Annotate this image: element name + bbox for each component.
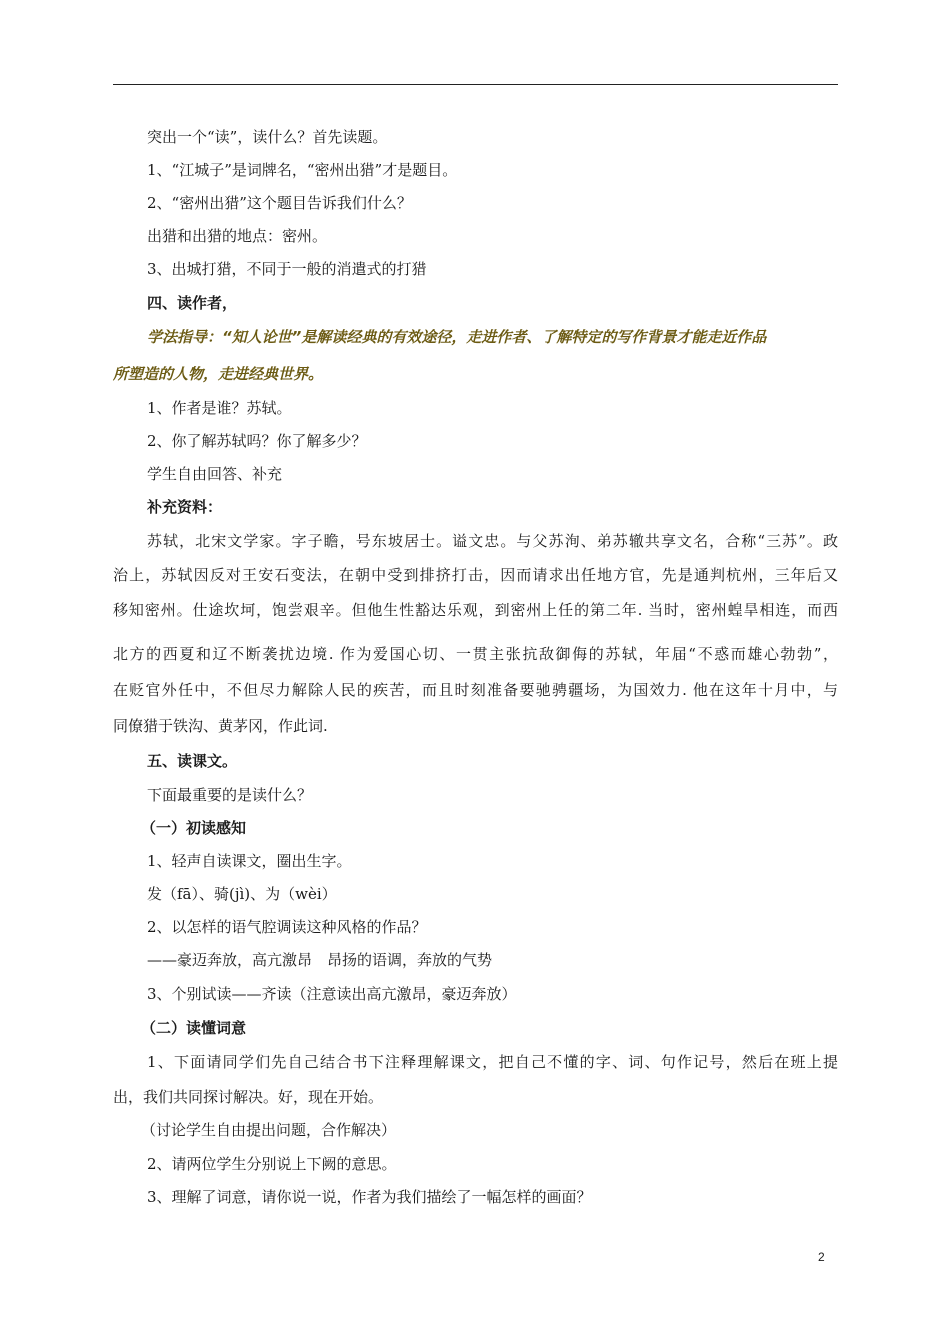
text-line: 2、以怎样的语气腔调读这种风格的作品？ [147, 918, 427, 936]
text-line: 3、理解了词意，请你说一说，作者为我们描绘了一幅怎样的画面？ [147, 1188, 592, 1206]
text-line: 2、请两位学生分别说上下阙的意思。 [147, 1155, 397, 1173]
paragraph-line: 苏轼，北宋文学家。字子瞻，号东坡居士。谥文忠。与父苏洵、弟苏辙共享文名，合称“三苏”。政 [147, 532, 838, 550]
text-line: 3、个别试读——齐读（注意读出高亢激昂，豪迈奔放） [147, 985, 517, 1003]
paragraph-line: 同僚猎于铁沟、黄茅冈，作此词. [113, 717, 328, 735]
text-line: 出猎和出猎的地点：密州。 [147, 227, 328, 245]
text-line: ——豪迈奔放，高亢激昂 昂扬的语调，奔放的气势 [147, 951, 493, 969]
section-heading-text: 五、读课文。 [147, 752, 238, 770]
text-line: 3、出城打猎，不同于一般的消遣式的打猎 [147, 260, 427, 278]
header-rule [113, 84, 838, 85]
paragraph-line: 北方的西夏和辽不断袭扰边境. 作为爱国心切、一贯主张抗敌御侮的苏轼，年届“不惑而雄心勃勃”， [113, 645, 838, 663]
text-line: 2、“密州出猎”这个题目告诉我们什么？ [147, 194, 412, 212]
paragraph-line: 出，我们共同探讨解决。好，现在开始。 [113, 1088, 384, 1106]
pinyin-line: 发（fā）、骑(jì)、为（wèi） [147, 885, 337, 903]
text-line: 1、轻声自读课文，圈出生字。 [147, 852, 352, 870]
text-line: 1、作者是谁？苏轼。 [147, 399, 292, 417]
page-number: 2 [818, 1250, 825, 1264]
text-line: 1、“江城子”是词牌名，“密州出猎”才是题目。 [147, 161, 458, 179]
supplement-heading: 补充资料： [147, 498, 223, 516]
paragraph-line: 在贬官外任中，不但尽力解除人民的疾苦，而且时刻准备要驰骋疆场，为国效力. 他在这年十月中，与 [113, 681, 838, 699]
text-line: 2、你了解苏轼吗？你了解多少？ [147, 432, 367, 450]
subsection-heading: （一）初读感知 [141, 819, 247, 837]
section-heading-author: 四、读作者， [147, 294, 238, 312]
text-line: 突出一个“读”，读什么？首先读题。 [147, 128, 388, 146]
text-line: 下面最重要的是读什么？ [147, 786, 313, 804]
paragraph-line: 1、下面请同学们先自己结合书下注释理解课文，把自己不懂的字、词、句作记号，然后在班上提 [147, 1053, 838, 1071]
subsection-heading: （二）读懂词意 [141, 1019, 247, 1037]
study-tip-line: 学法指导：“知人论世”是解读经典的有效途径，走进作者、了解特定的写作背景才能走近作品 [147, 328, 767, 346]
text-line: （讨论学生自由提出问题，合作解决） [141, 1121, 397, 1139]
paragraph-line: 移知密州。仕途坎坷，饱尝艰辛。但他生性豁达乐观，到密州上任的第二年. 当时，密州蝗旱相连，而西 [113, 601, 838, 619]
paragraph-line: 治上，苏轼因反对王安石变法，在朝中受到排挤打击，因而请求出任地方官，先是通判杭州，三年后又 [113, 566, 838, 584]
text-line: 学生自由回答、补充 [147, 465, 283, 483]
study-tip-line: 所塑造的人物，走进经典世界。 [113, 365, 324, 383]
